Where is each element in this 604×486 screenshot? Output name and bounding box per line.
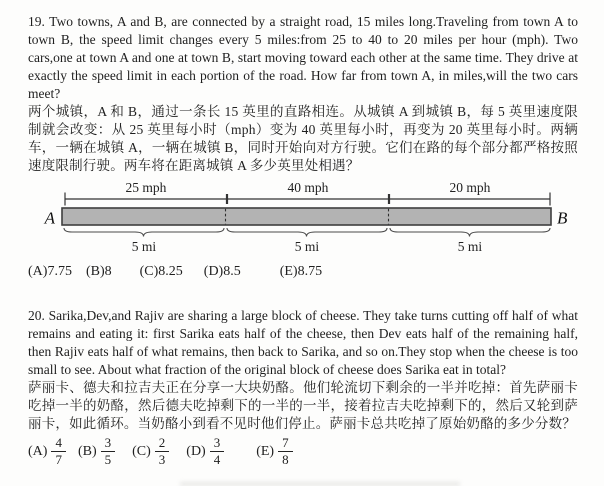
segment-1-speed-label: 25 mph	[125, 180, 167, 195]
denominator: 4	[213, 452, 221, 467]
town-a-label: A	[44, 208, 55, 228]
town-b-label: B	[557, 208, 568, 228]
choice-19-b	[86, 264, 112, 280]
choice-19-e	[280, 264, 322, 280]
choice-label: (B)	[85, 264, 105, 279]
problem-19-text-en: 19. Two towns, A and B, are connected by a straight road, 15 miles long.Traveling from town A to town B, the speed limit changes every 5 miles:from 25 to 40 to 20 miles per hour (mph). Two cars,one at town A and one at town B, start moving toward each other at the same time. They drive at exactly the speed limit in each portion of the road. How far from town A, in miles,will the two cars meet?	[28, 14, 578, 101]
fraction	[278, 436, 293, 467]
segment-2-distance-label: 5 mi	[294, 239, 320, 254]
problem-20-text-en: 20. Sarika,Dev,and Rajiv are sharing a large block of cheese. They take turns cutting off half of what remains and eating it: first Sarika eats half of the cheese, then Dev eats half of the remaining half, then Rajiv eats half of what remains, then back to Sarika, and so on.They stop when the cheese is too small to see. About what fraction of the original block of cheese does Sarika eat in total?	[28, 308, 578, 377]
choice-20-e	[256, 436, 292, 467]
problem-19	[28, 13, 578, 280]
choice-19-d	[204, 264, 241, 280]
problem-20-choices	[28, 436, 578, 467]
problem-19-choices	[28, 264, 578, 280]
choice-value: 8	[104, 264, 112, 279]
segment-3-speed-label: 20 mph	[449, 180, 491, 195]
segment-1-distance-label: 5 mi	[131, 239, 157, 254]
choice-20-a	[28, 436, 66, 467]
road-diagram-svg	[0, 179, 604, 257]
choice-20-d	[186, 436, 224, 467]
denominator: 7	[55, 452, 62, 467]
problem-19-text-zh: 两个城镇，A 和 B，通过一条长 15 英里的直路相连。从城镇 A 到城镇 B，每 5 英里速度限制就会改变：从 25 英里每小时（mph）变为 40 英里每小时，再变为 20 英里每小时。两辆车，一辆在城镇 A，一辆在城镇 B，同时开始向对方行驶。它们在路的每个部分都严格按照速度限制行驶。两车将在距离城镇 A 多少英里处相遇？	[28, 104, 578, 173]
choice-label: (E)	[256, 443, 275, 459]
choice-label: (A)	[28, 443, 48, 459]
segment-2-speed-label: 40 mph	[287, 180, 329, 195]
road-diagram	[0, 179, 604, 257]
numerator: 4	[51, 436, 66, 452]
road-bar	[62, 208, 551, 225]
fraction	[51, 436, 66, 467]
distance-braces	[64, 228, 550, 237]
choice-value: 8.25	[158, 264, 183, 279]
choice-20-b	[78, 436, 115, 467]
choice-label: (E)	[279, 264, 298, 279]
fraction	[155, 436, 170, 467]
numerator: 2	[155, 436, 170, 452]
choice-value: 7.75	[47, 264, 72, 279]
problem-20-text-zh: 萨丽卡、德夫和拉吉夫正在分享一大块奶酪。他们轮流切下剩余的一半并吃掉：首先萨丽卡吃掉一半的奶酪，然后德夫吃掉剩下的一半的一半，接着拉吉夫吃掉剩下的，然后又轮到萨丽卡，如此循环。当奶酪小到看不见时他们停止。萨丽卡总共吃掉了原始奶酪的多少分数？	[28, 380, 578, 431]
choice-value: 8.75	[297, 264, 323, 279]
numerator: 3	[210, 436, 225, 452]
choice-20-c	[132, 436, 169, 467]
denominator: 5	[104, 452, 112, 467]
problem-20	[28, 307, 578, 467]
numerator: 3	[101, 436, 116, 452]
choice-19-a	[28, 264, 72, 280]
choice-label: (D)	[203, 264, 224, 279]
denominator: 3	[158, 452, 166, 467]
choice-label: (B)	[77, 443, 97, 459]
choice-label: (D)	[186, 443, 206, 459]
choice-value: 8.5	[223, 264, 241, 279]
numerator: 7	[278, 436, 293, 452]
denominator: 8	[282, 452, 289, 467]
fraction	[210, 436, 225, 467]
scan-artifact	[180, 482, 460, 486]
fraction	[101, 436, 116, 467]
segment-3-distance-label: 5 mi	[457, 239, 483, 254]
choice-label: (C)	[139, 264, 159, 279]
choice-label: (C)	[132, 443, 151, 459]
choice-label: (A)	[28, 264, 48, 279]
choice-19-c	[140, 264, 183, 280]
